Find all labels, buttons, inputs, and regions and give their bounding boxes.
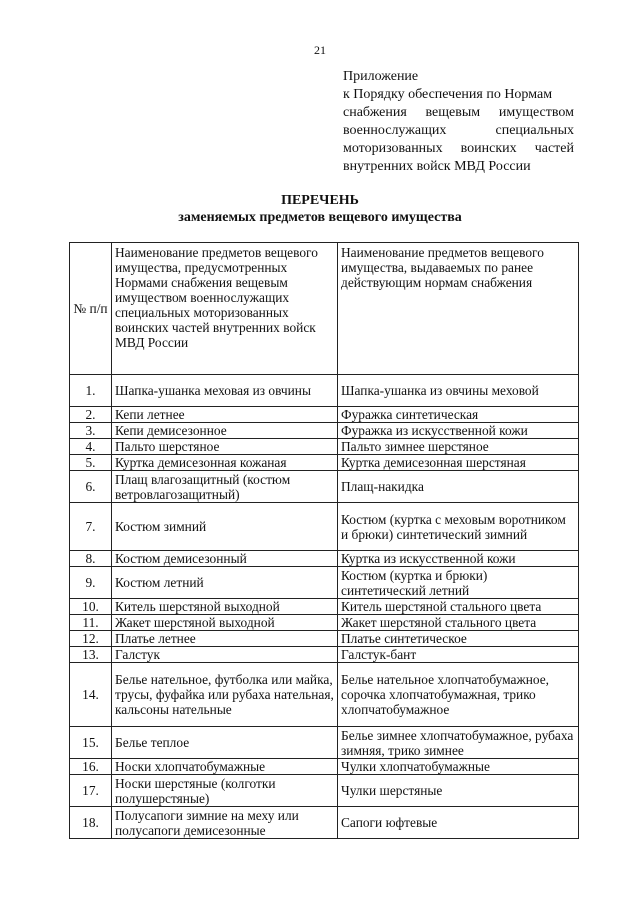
item-current-name: Галстук bbox=[112, 647, 338, 663]
table-body bbox=[70, 375, 579, 839]
table-row bbox=[70, 439, 579, 455]
item-previous-name: Белье зимнее хлопчатобумажное, рубаха зимняя, трико зимнее bbox=[338, 727, 579, 759]
item-previous-name: Сапоги юфтевые bbox=[338, 807, 579, 839]
item-previous-name: Шапка-ушанка из овчины меховой bbox=[338, 375, 579, 407]
table-row bbox=[70, 423, 579, 439]
item-previous-name: Костюм (куртка и брюки) синтетический летний bbox=[338, 567, 579, 599]
table-row bbox=[70, 375, 579, 407]
item-previous-name: Китель шерстяной стального цвета bbox=[338, 599, 579, 615]
item-previous-name: Пальто зимнее шерстяное bbox=[338, 439, 579, 455]
item-current-name: Белье теплое bbox=[112, 727, 338, 759]
row-number: 6. bbox=[70, 471, 112, 503]
header-number: № п/п bbox=[70, 243, 112, 375]
item-current-name: Шапка-ушанка меховая из овчины bbox=[112, 375, 338, 407]
header-current-items: Наименование предметов вещевого имущества, предусмотренных Нормами снабжения вещевым имуществом военнослужащих специальных моторизованных воинских частей внутренних войск МВД России bbox=[112, 243, 338, 375]
item-current-name: Пальто шерстяное bbox=[112, 439, 338, 455]
header-previous-items: Наименование предметов вещевого имущества, выдаваемых по ранее действующим нормам снабжения bbox=[338, 243, 579, 375]
table-header-row bbox=[70, 243, 579, 375]
row-number: 9. bbox=[70, 567, 112, 599]
item-previous-name: Фуражка из искусственной кожи bbox=[338, 423, 579, 439]
document-title: ПЕРЕЧЕНЬ bbox=[281, 193, 359, 208]
table-row bbox=[70, 407, 579, 423]
table-row bbox=[70, 775, 579, 807]
item-current-name: Плащ влагозащитный (костюм ветровлагозащитный) bbox=[112, 471, 338, 503]
appendix-line: снабжения вещевым имуществом bbox=[343, 105, 574, 120]
replacement-items-table bbox=[69, 242, 579, 839]
item-previous-name: Чулки хлопчатобумажные bbox=[338, 759, 579, 775]
item-current-name: Жакет шерстяной выходной bbox=[112, 615, 338, 631]
appendix-line: военнослужащих специальных bbox=[343, 123, 574, 138]
document-subtitle: заменяемых предметов вещевого имущества bbox=[178, 210, 462, 225]
item-previous-name: Плащ-накидка bbox=[338, 471, 579, 503]
table-row bbox=[70, 599, 579, 615]
row-number: 5. bbox=[70, 455, 112, 471]
table-row bbox=[70, 455, 579, 471]
item-previous-name: Костюм (куртка с меховым воротником и брюки) синтетический зимний bbox=[338, 503, 579, 551]
item-current-name: Кепи летнее bbox=[112, 407, 338, 423]
row-number: 3. bbox=[70, 423, 112, 439]
item-current-name: Носки хлопчатобумажные bbox=[112, 759, 338, 775]
appendix-line: внутренних войск МВД России bbox=[343, 159, 531, 174]
table-row bbox=[70, 631, 579, 647]
appendix-line: моторизованных воинских частей bbox=[343, 141, 574, 156]
item-current-name: Носки шерстяные (колготки полушерстяные) bbox=[112, 775, 338, 807]
table-row bbox=[70, 727, 579, 759]
item-previous-name: Чулки шерстяные bbox=[338, 775, 579, 807]
row-number: 14. bbox=[70, 663, 112, 727]
appendix-line: к Порядку обеспечения по Нормам bbox=[343, 87, 553, 102]
row-number: 16. bbox=[70, 759, 112, 775]
item-previous-name: Белье нательное хлопчатобумажное, сорочка хлопчатобумажная, трико хлопчатобумажное bbox=[338, 663, 579, 727]
table-row bbox=[70, 615, 579, 631]
table-row bbox=[70, 551, 579, 567]
item-previous-name: Платье синтетическое bbox=[338, 631, 579, 647]
item-current-name: Костюм летний bbox=[112, 567, 338, 599]
item-current-name: Кепи демисезонное bbox=[112, 423, 338, 439]
item-previous-name: Галстук-бант bbox=[338, 647, 579, 663]
row-number: 12. bbox=[70, 631, 112, 647]
item-current-name: Китель шерстяной выходной bbox=[112, 599, 338, 615]
appendix-line: Приложение bbox=[343, 69, 419, 84]
item-current-name: Костюм демисезонный bbox=[112, 551, 338, 567]
item-previous-name: Жакет шерстяной стального цвета bbox=[338, 615, 579, 631]
table-row bbox=[70, 759, 579, 775]
item-current-name: Куртка демисезонная кожаная bbox=[112, 455, 338, 471]
row-number: 17. bbox=[70, 775, 112, 807]
table-row bbox=[70, 647, 579, 663]
item-current-name: Полусапоги зимние на меху или полусапоги демисезонные bbox=[112, 807, 338, 839]
table-row bbox=[70, 807, 579, 839]
row-number: 10. bbox=[70, 599, 112, 615]
row-number: 4. bbox=[70, 439, 112, 455]
item-current-name: Платье летнее bbox=[112, 631, 338, 647]
row-number: 1. bbox=[70, 375, 112, 407]
appendix-note bbox=[343, 68, 574, 176]
item-previous-name: Куртка демисезонная шерстяная bbox=[338, 455, 579, 471]
row-number: 15. bbox=[70, 727, 112, 759]
item-current-name: Костюм зимний bbox=[112, 503, 338, 551]
row-number: 2. bbox=[70, 407, 112, 423]
row-number: 8. bbox=[70, 551, 112, 567]
row-number: 18. bbox=[70, 807, 112, 839]
table-row bbox=[70, 503, 579, 551]
row-number: 7. bbox=[70, 503, 112, 551]
table-row bbox=[70, 471, 579, 503]
item-previous-name: Фуражка синтетическая bbox=[338, 407, 579, 423]
table-row bbox=[70, 567, 579, 599]
row-number: 11. bbox=[70, 615, 112, 631]
table-row bbox=[70, 663, 579, 727]
item-current-name: Белье нательное, футболка или майка, трусы, фуфайка или рубаха нательная, кальсоны нательные bbox=[112, 663, 338, 727]
row-number: 13. bbox=[70, 647, 112, 663]
page-number: 21 bbox=[314, 43, 326, 57]
item-previous-name: Куртка из искусственной кожи bbox=[338, 551, 579, 567]
